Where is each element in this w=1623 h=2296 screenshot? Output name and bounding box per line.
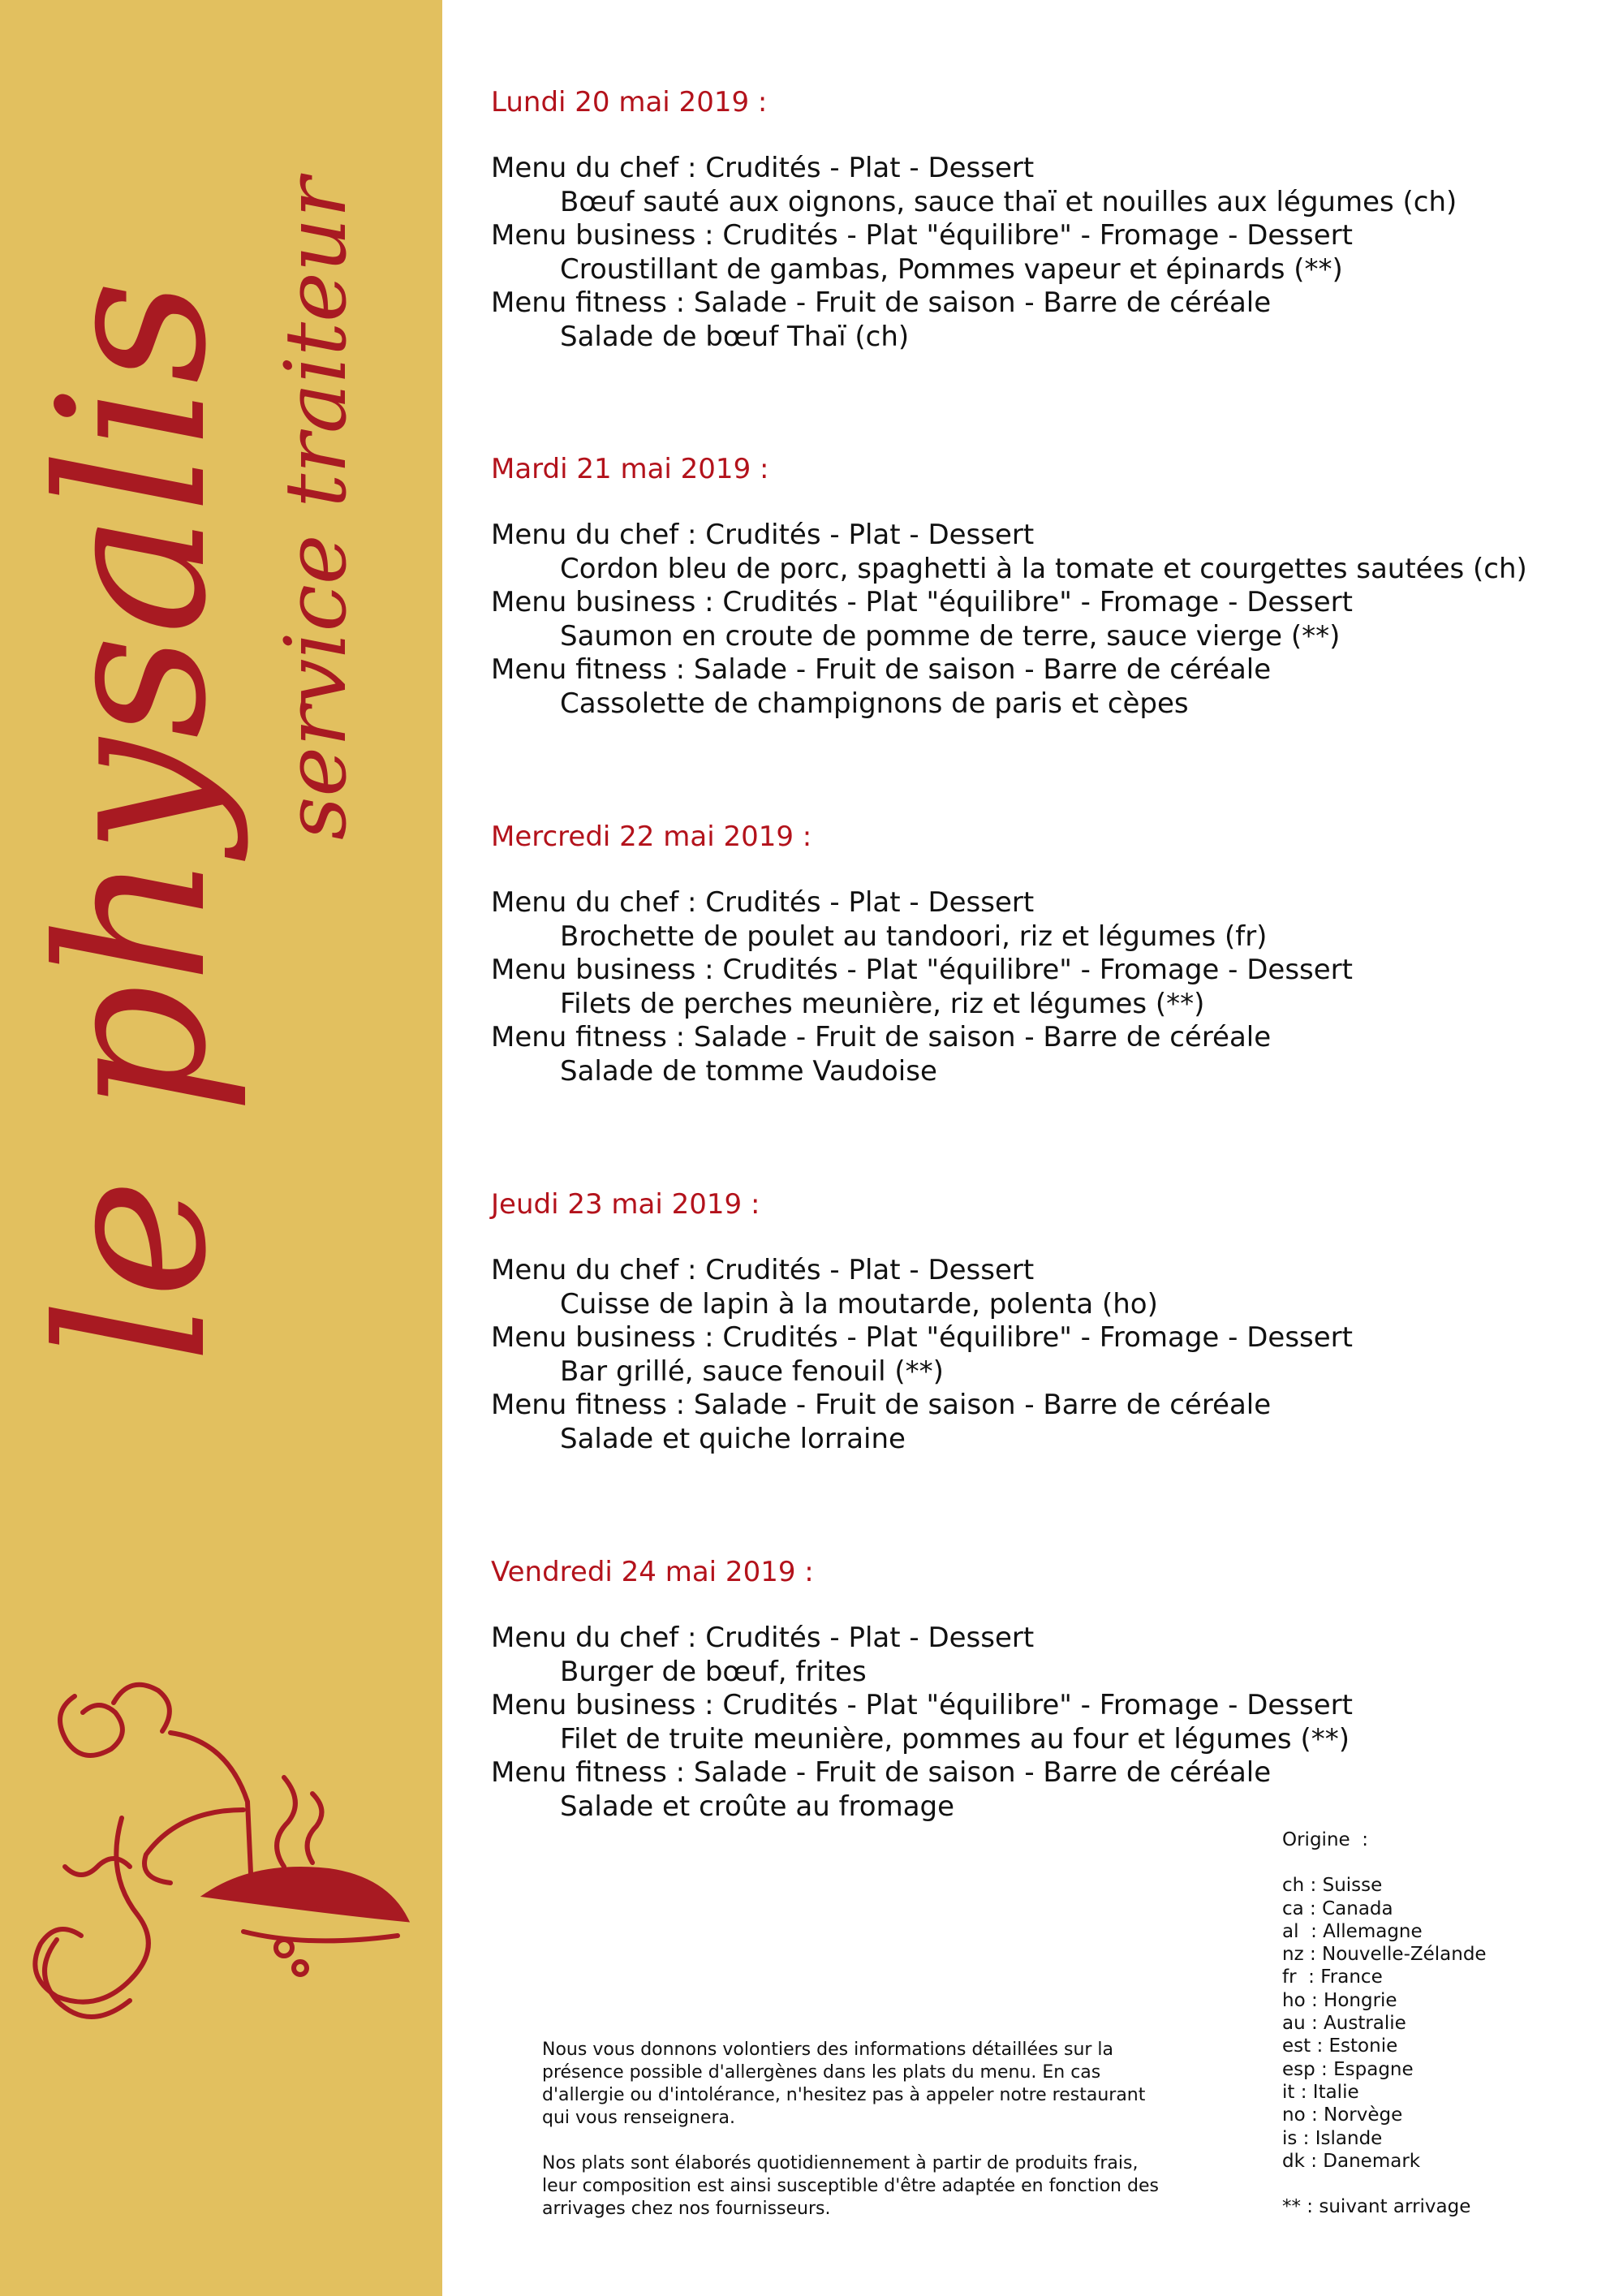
origin-legend — [1282, 1829, 1607, 2218]
day-title: Jeudi 23 mai 2019 : — [491, 1188, 760, 1221]
origin-item: ho : Hongrie — [1282, 1989, 1397, 2011]
day-title: Mardi 21 mai 2019 : — [491, 453, 769, 485]
menu-dish: Salade de bœuf Thaï (ch) — [560, 320, 910, 353]
menu-dish: Croustillant de gambas, Pommes vapeur et épinards (**) — [560, 252, 1343, 286]
menu-formula: Menu business : Crudités - Plat "équilibre" - Fromage - Dessert — [491, 1689, 1353, 1721]
menu-formula: Menu business : Crudités - Plat "équilibre" - Fromage - Dessert — [491, 1321, 1353, 1354]
menu-dish: Salade de tomme Vaudoise — [560, 1054, 937, 1088]
menu-formula: Menu fitness : Salade - Fruit de saison - Barre de céréale — [491, 1389, 1272, 1421]
brand-wordmark — [15, 280, 251, 1363]
origin-item: is : Islande — [1282, 2127, 1383, 2149]
brand-tagline: service traiteur — [266, 177, 365, 840]
origin-item: fr : France — [1282, 1966, 1383, 1988]
day-menus — [491, 886, 1595, 1088]
menu-formula: Menu fitness : Salade - Fruit de saison - Barre de céréale — [491, 1756, 1272, 1789]
allergy-notice — [542, 2039, 1159, 2243]
waiter-illustration-icon — [35, 1685, 406, 2017]
origin-item: dk : Danemark — [1282, 2150, 1421, 2172]
menu-formula: Menu du chef : Crudités - Plat - Dessert — [491, 1622, 1035, 1654]
menu-dish: Saumon en croute de pomme de terre, sauce vierge (**) — [560, 619, 1341, 653]
menu-formula: Menu du chef : Crudités - Plat - Dessert — [491, 519, 1035, 551]
menu-dish: Burger de bœuf, frites — [560, 1655, 867, 1688]
menu-formula: Menu du chef : Crudités - Plat - Dessert — [491, 1254, 1035, 1286]
menu-formula: Menu du chef : Crudités - Plat - Dessert — [491, 886, 1035, 919]
day-section — [491, 452, 1595, 721]
menu-dish: Filet de truite meunière, pommes au four et légumes (**) — [560, 1722, 1350, 1755]
brand-tagline-group — [266, 173, 365, 840]
day-menus — [491, 152, 1595, 354]
day-menus — [491, 1622, 1595, 1824]
day-section — [491, 1187, 1595, 1456]
origin-item: nz : Nouvelle-Zélande — [1282, 1944, 1487, 1966]
day-title: Lundi 20 mai 2019 : — [491, 86, 768, 118]
day-section — [491, 820, 1595, 1088]
allergy-paragraph: Nous vous donnons volontiers des informations détaillées sur la présence possible d'allergènes dans les plats du menu. En cas d'allergie ou d'intolérance, n'hesitez pas à appeler notre restaurant qui vous renseignera. — [542, 2040, 1146, 2128]
menu-formula: Menu business : Crudités - Plat "équilibre" - Fromage - Dessert — [491, 219, 1353, 252]
menu-dish: Bar grillé, sauce fenouil (**) — [560, 1355, 944, 1388]
origin-item: esp : Espagne — [1282, 2058, 1414, 2080]
origin-title: Origine : — [1282, 1829, 1369, 1850]
menu-dish: Cuisse de lapin à la moutarde, polenta (ho) — [560, 1287, 1158, 1320]
day-menus — [491, 1254, 1595, 1456]
menu-formula: Menu fitness : Salade - Fruit de saison - Barre de céréale — [491, 1021, 1272, 1053]
menu-formula: Menu du chef : Crudités - Plat - Dessert — [491, 152, 1035, 184]
day-section — [491, 85, 1595, 354]
origin-item: ca : Canada — [1282, 1898, 1393, 1919]
brand-logo — [0, 0, 442, 2296]
menu-dish: Cordon bleu de porc, spaghetti à la tomate et courgettes sautées (ch) — [560, 552, 1527, 585]
origin-item: al : Allemagne — [1282, 1920, 1423, 1942]
brand-sidebar — [0, 0, 442, 2296]
origin-item: it : Italie — [1282, 2081, 1359, 2103]
day-menus — [491, 519, 1595, 721]
menu-dish: Filets de perches meunière, riz et légumes (**) — [560, 987, 1205, 1020]
day-section — [491, 1555, 1595, 1824]
menu-dish: Salade et croûte au fromage — [560, 1790, 955, 1823]
menu-formula: Menu business : Crudités - Plat "équilibre" - Fromage - Dessert — [491, 954, 1353, 986]
origin-item: no : Norvège — [1282, 2104, 1403, 2126]
menu-dish: Salade et quiche lorraine — [560, 1422, 906, 1455]
day-title: Vendredi 24 mai 2019 : — [491, 1556, 814, 1588]
menu-dish: Bœuf sauté aux oignons, sauce thaï et nouilles aux légumes (ch) — [560, 185, 1457, 218]
day-title: Mercredi 22 mai 2019 : — [491, 821, 812, 853]
origin-item: est : Estonie — [1282, 2035, 1398, 2057]
freshness-paragraph: Nos plats sont élaborés quotidiennement à partir de produits frais, leur composition est ainsi susceptible d'être adaptée en fonction des arrivages chez nos fournisseurs. — [542, 2153, 1159, 2219]
origin-note: ** : suivant arrivage — [1282, 2196, 1471, 2218]
menu-dish: Cassolette de champignons de paris et cèpes — [560, 687, 1189, 720]
brand-name: le physalis — [15, 279, 251, 1363]
menu-dish: Brochette de poulet au tandoori, riz et légumes (fr) — [560, 920, 1268, 953]
menu-formula: Menu fitness : Salade - Fruit de saison - Barre de céréale — [491, 286, 1272, 319]
menu-formula: Menu fitness : Salade - Fruit de saison - Barre de céréale — [491, 653, 1272, 686]
origin-item: au : Australie — [1282, 2013, 1406, 2035]
origin-item: ch : Suisse — [1282, 1875, 1383, 1897]
menu-formula: Menu business : Crudités - Plat "équilibre" - Fromage - Dessert — [491, 586, 1353, 618]
